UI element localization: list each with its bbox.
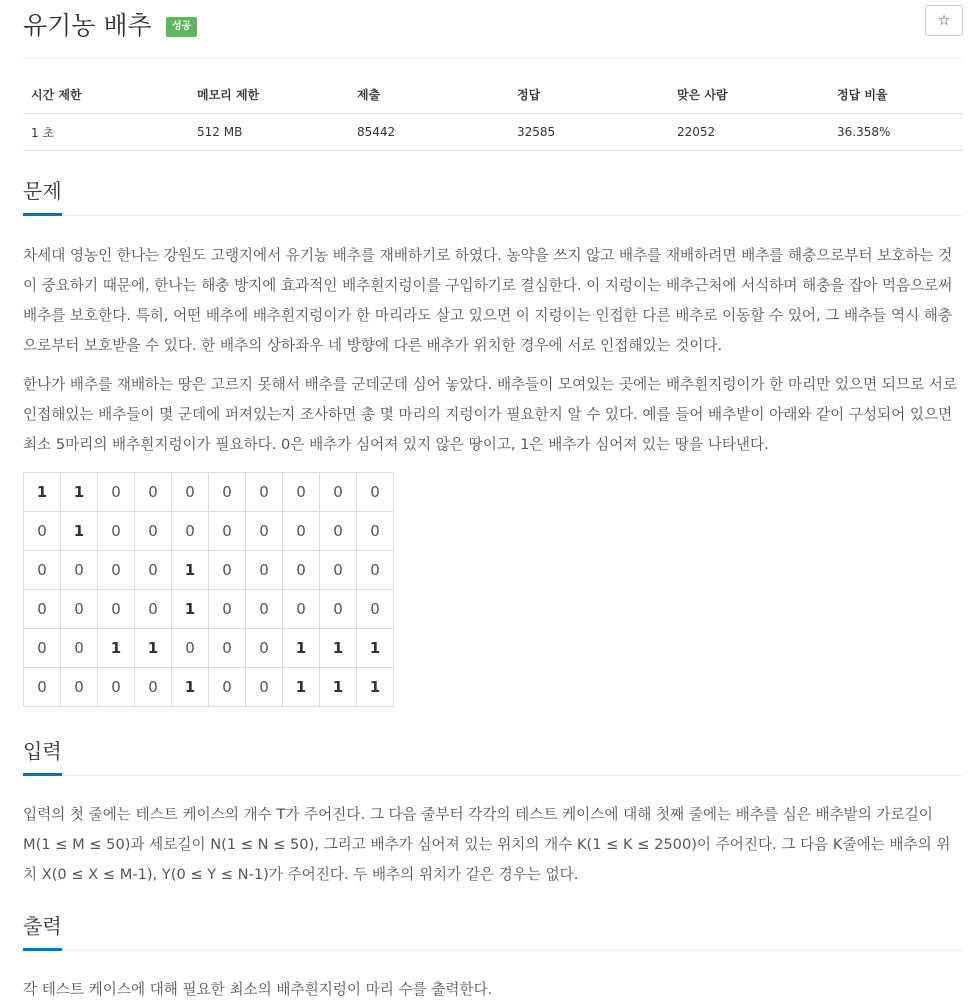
output-heading: 출력 [23, 913, 62, 951]
grid-cell: 0 [209, 473, 246, 512]
info-value-solved-users: 22052 [669, 114, 829, 151]
description-paragraph-2: 한나가 배추를 재배하는 땅은 고르지 못해서 배추를 군데군데 심어 놓았다. 배추들이 모여있는 곳에는 배추흰지렁이가 한 마리만 있으면 되므로 서로 인접해있는 배추들이 몇 군데에 퍼져있는지 조사하면 총 몇 마리의 지렁이가 필요한지 알 수 있다. 예를 들어 배추밭이 아래와 같이 구성되어 있으면 최소 5마리의 배추흰지렁이가 필요하다. 0은 배추가 심어져 있지 않은 땅이고, 1은 배추가 심어져 있는 땅을 나타낸다. [23, 376, 957, 453]
grid-cell: 0 [172, 512, 209, 551]
grid-cell: 0 [246, 512, 283, 551]
grid-row [24, 551, 394, 590]
description-paragraph-1: 차세대 영농인 한나는 강원도 고랭지에서 유기농 배추를 재배하기로 하였다. 농약을 쓰지 않고 배추를 재배하려면 배추를 해충으로부터 보호하는 것이 중요하기 때문에, 한나는 해충 방지에 효과적인 배추흰지렁이를 구입하기로 결심한다. 이 지렁이는 배추근처에 서식하며 해충을 잡아 먹음으로써 배추를 보호한다. 특히, 어떤 배추에 배추흰지렁이가 한 마리라도 살고 있으면 이 지렁이는 인접한 다른 배추로 이동할 수 있어, 그 배추들 역시 해충으로부터 보호받을 수 있다. 한 배추의 상하좌우 네 방향에 다른 배추가 위치한 경우에 서로 인접해있는 것이다. [23, 247, 953, 354]
grid-cell: 1 [283, 668, 320, 707]
grid-row [24, 629, 394, 668]
info-value-ratio: 36.358% [829, 114, 963, 151]
grid-cell: 0 [320, 590, 357, 629]
grid-cell: 0 [135, 668, 172, 707]
info-header-ratio: 정답 비율 [829, 76, 963, 114]
grid-cell: 0 [283, 551, 320, 590]
table-row [23, 114, 963, 151]
grid-cell: 0 [98, 473, 135, 512]
grid-cell: 0 [357, 551, 394, 590]
grid-cell: 0 [209, 590, 246, 629]
grid-cell: 0 [246, 629, 283, 668]
grid-cell: 0 [246, 668, 283, 707]
grid-cell: 0 [24, 551, 61, 590]
grid-cell: 0 [246, 551, 283, 590]
grid-cell: 1 [61, 512, 98, 551]
grid-cell: 1 [172, 668, 209, 707]
grid-cell: 0 [98, 512, 135, 551]
grid-cell: 0 [61, 551, 98, 590]
grid-cell: 0 [61, 668, 98, 707]
grid-cell: 0 [24, 590, 61, 629]
grid-cell: 0 [135, 473, 172, 512]
info-header-time-limit: 시간 제한 [23, 76, 189, 114]
input-heading: 입력 [23, 738, 62, 776]
info-header-accepted: 정답 [509, 76, 669, 114]
page-title: 유기농 배추 [23, 11, 152, 40]
star-button[interactable] [925, 5, 963, 36]
grid-cell: 1 [357, 668, 394, 707]
grid-cell: 0 [24, 668, 61, 707]
grid-cell: 0 [135, 551, 172, 590]
problem-header [23, 0, 963, 59]
grid-cell: 0 [24, 629, 61, 668]
description-section-header [23, 178, 963, 216]
grid-cell: 0 [209, 551, 246, 590]
grid-cell: 0 [357, 590, 394, 629]
grid-cell: 0 [209, 629, 246, 668]
info-value-time-limit: 1 초 [23, 114, 189, 151]
grid-cell: 1 [135, 629, 172, 668]
grid-cell: 0 [209, 512, 246, 551]
grid-cell: 1 [320, 629, 357, 668]
grid-cell: 1 [172, 590, 209, 629]
grid-row [24, 590, 394, 629]
grid-row [24, 668, 394, 707]
grid-cell: 1 [283, 629, 320, 668]
grid-cell: 0 [283, 590, 320, 629]
grid-cell: 0 [61, 590, 98, 629]
info-value-accepted: 32585 [509, 114, 669, 151]
grid-cell: 1 [357, 629, 394, 668]
status-badge[interactable]: 성공 [166, 17, 197, 37]
description-heading: 문제 [23, 178, 62, 216]
grid-row [24, 512, 394, 551]
grid-cell: 0 [320, 473, 357, 512]
grid-cell: 0 [283, 512, 320, 551]
grid-cell: 0 [320, 551, 357, 590]
grid-cell: 0 [357, 473, 394, 512]
grid-cell: 0 [320, 512, 357, 551]
grid-cell: 0 [246, 473, 283, 512]
grid-cell: 0 [283, 473, 320, 512]
info-value-memory-limit: 512 MB [189, 114, 349, 151]
grid-cell: 1 [24, 473, 61, 512]
problem-page [23, 0, 963, 998]
grid-row [24, 473, 394, 512]
grid-cell: 0 [61, 629, 98, 668]
grid-cell: 0 [135, 512, 172, 551]
grid-cell: 0 [172, 473, 209, 512]
input-description: 입력의 첫 줄에는 테스트 케이스의 개수 T가 주어진다. 그 다음 줄부터 각각의 테스트 케이스에 대해 첫째 줄에는 배추를 심은 배추밭의 가로길이 M(1 ≤ M ≤ 50)과 세로길이 N(1 ≤ N ≤ 50), 그리고 배추가 심어져 있는 위치의 개수 K(1 ≤ K ≤ 2500)이 주어진다. 그 다음 K줄에는 배추의 위치 X(0 ≤ X ≤ M-1), Y(0 ≤ Y ≤ N-1)가 주어진다. 두 배추의 위치가 같은 경우는 없다. [23, 806, 951, 883]
problem-info-table [23, 76, 963, 151]
grid-cell: 1 [172, 551, 209, 590]
grid-cell: 0 [24, 512, 61, 551]
grid-cell: 0 [209, 668, 246, 707]
output-description: 각 테스트 케이스에 대해 필요한 최소의 배추흰지렁이 마리 수를 출력한다. [23, 981, 493, 998]
grid-cell: 0 [98, 551, 135, 590]
star-icon: ☆ [937, 12, 951, 29]
grid-cell: 0 [98, 590, 135, 629]
input-section-header [23, 738, 963, 776]
info-header-memory-limit: 메모리 제한 [189, 76, 349, 114]
grid-cell: 0 [98, 668, 135, 707]
cabbage-field-grid [23, 472, 394, 707]
info-value-submissions: 85442 [349, 114, 509, 151]
info-header-submissions: 제출 [349, 76, 509, 114]
grid-cell: 0 [135, 590, 172, 629]
grid-cell: 1 [320, 668, 357, 707]
grid-cell: 0 [357, 512, 394, 551]
grid-cell: 0 [246, 590, 283, 629]
info-header-solved-users: 맞은 사람 [669, 76, 829, 114]
output-section-header [23, 913, 963, 951]
grid-cell: 1 [98, 629, 135, 668]
grid-cell: 1 [61, 473, 98, 512]
grid-cell: 0 [172, 629, 209, 668]
